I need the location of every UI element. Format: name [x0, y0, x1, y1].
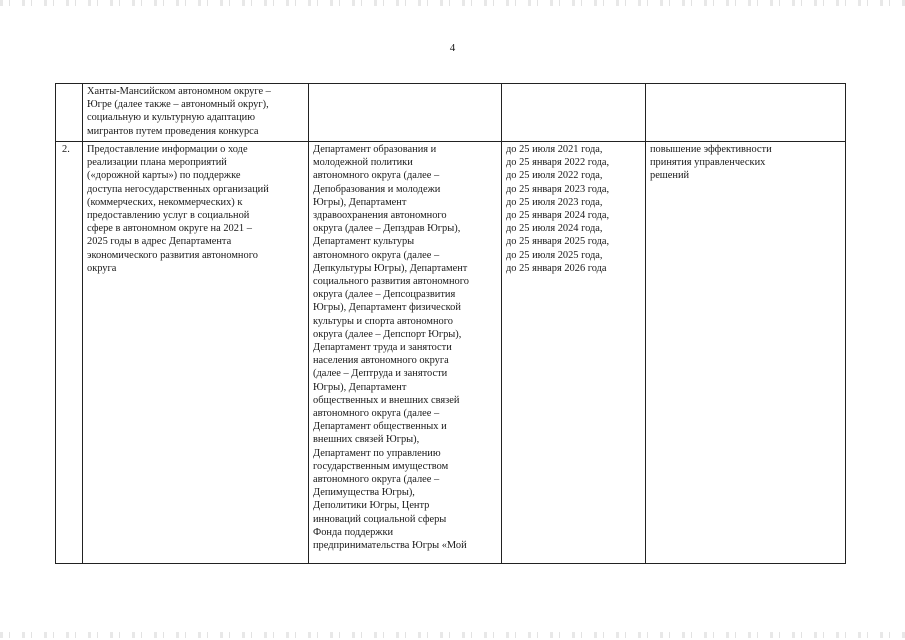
page-number: 4 [449, 42, 456, 54]
text-line: 2025 годы в адрес Департамента [87, 236, 232, 248]
measure-text [87, 85, 304, 138]
executors-text [313, 143, 497, 552]
text-line: Депобразования и молодежи [313, 183, 441, 195]
text-line: населения автономного округа [313, 355, 449, 367]
text-line: сфере в автономном округе на 2021 – [87, 223, 252, 235]
text-line: округа (далее – Депспорт Югры), [313, 328, 462, 340]
text-line: автономного округа (далее – [313, 249, 440, 261]
text-line: Депкультуры Югры), Департамент [313, 262, 468, 274]
row-number-cell [56, 84, 83, 142]
table-row-continuation [56, 84, 846, 142]
text-line: до 25 июля 2021 года, [506, 144, 603, 155]
text-line: Депимущества Югры), [313, 487, 415, 499]
text-line: (далее – Дептруда и занятости [313, 368, 448, 380]
text-line: предпринимательства Югры «Мой [313, 540, 467, 552]
text-line: Югре (далее также – автономный округ), [87, 99, 269, 111]
text-line: до 25 января 2024 года, [506, 210, 610, 222]
text-line: Югры), Департамент физической [313, 302, 461, 314]
text-line: Департамент по управлению [313, 447, 441, 459]
text-line: до 25 января 2025 года, [506, 236, 610, 248]
text-line: доступа негосударственных организаций [87, 183, 269, 195]
result-text [650, 143, 841, 183]
text-line: Югры), Департамент [313, 196, 407, 208]
text-line: до 25 июля 2024 года, [506, 223, 603, 235]
text-line: государственным имуществом [313, 460, 449, 472]
text-line: культуры и спорта автономного [313, 315, 453, 327]
text-line: округа [87, 262, 117, 274]
plan-table [55, 83, 846, 564]
text-line: до 25 июля 2025 года, [506, 249, 603, 261]
result-cell [646, 142, 846, 564]
text-line: здравоохранения автономного [313, 210, 447, 222]
text-line: до 25 января 2023 года, [506, 183, 610, 195]
text-line: автономного округа (далее – [313, 408, 440, 420]
text-line: реализации плана мероприятий [87, 157, 227, 169]
text-line: Департамент труда и занятости [313, 342, 452, 354]
result-cell [646, 84, 846, 142]
measure-cell [83, 142, 309, 564]
text-line: Ханты-Мансийском автономном округе – [87, 86, 271, 97]
text-line: повышение эффективности [650, 144, 772, 155]
text-line: предоставлению услуг в социальной [87, 210, 250, 222]
text-line: мигрантов путем проведения конкурса [87, 125, 259, 137]
text-line: Департамент общественных и [313, 421, 447, 433]
text-line: решений [650, 170, 690, 182]
text-line: общественных и внешних связей [313, 394, 460, 406]
text-line: до 25 июля 2023 года, [506, 196, 603, 208]
text-line: округа (далее – Депздрав Югры), [313, 223, 461, 235]
text-line: до 25 января 2022 года, [506, 157, 610, 169]
deadline-cell [502, 84, 646, 142]
deadline-cell [502, 142, 646, 564]
row-number-cell: 2. [56, 142, 83, 564]
text-line: (коммерческих, некоммерческих) к [87, 196, 243, 208]
text-line: принятия управленческих [650, 157, 766, 169]
text-line: Департамент культуры [313, 236, 415, 248]
executors-cell [309, 84, 502, 142]
text-line: Департамент образования и [313, 144, 437, 155]
text-line: экономического развития автономного [87, 249, 258, 261]
scan-noise-bottom [0, 632, 905, 638]
text-line: Югры), Департамент [313, 381, 407, 393]
measure-text [87, 143, 304, 275]
text-line: до 25 июля 2022 года, [506, 170, 603, 182]
measure-cell [83, 84, 309, 142]
text-line: инноваций социальной сферы [313, 513, 447, 525]
text-line: автономного округа (далее – [313, 170, 440, 182]
text-line: социального развития автономного [313, 276, 469, 288]
text-line: автономного округа (далее – [313, 474, 440, 486]
text-line: Фонда поддержки [313, 526, 394, 538]
deadline-text [506, 143, 641, 275]
table-row-2 [56, 142, 846, 564]
text-line: внешних связей Югры), [313, 434, 420, 446]
text-line: («дорожной карты») по поддержке [87, 170, 241, 182]
text-line: Деполитики Югры, Центр [313, 500, 430, 512]
text-line: округа (далее – Депсоцразвития [313, 289, 456, 301]
executors-cell [309, 142, 502, 564]
text-line: Предоставление информации о ходе [87, 144, 248, 155]
text-line: до 25 января 2026 года [506, 262, 607, 274]
text-line: социальную и культурную адаптацию [87, 112, 256, 124]
text-line: молодежной политики [313, 157, 413, 169]
scan-noise-top [0, 0, 905, 6]
